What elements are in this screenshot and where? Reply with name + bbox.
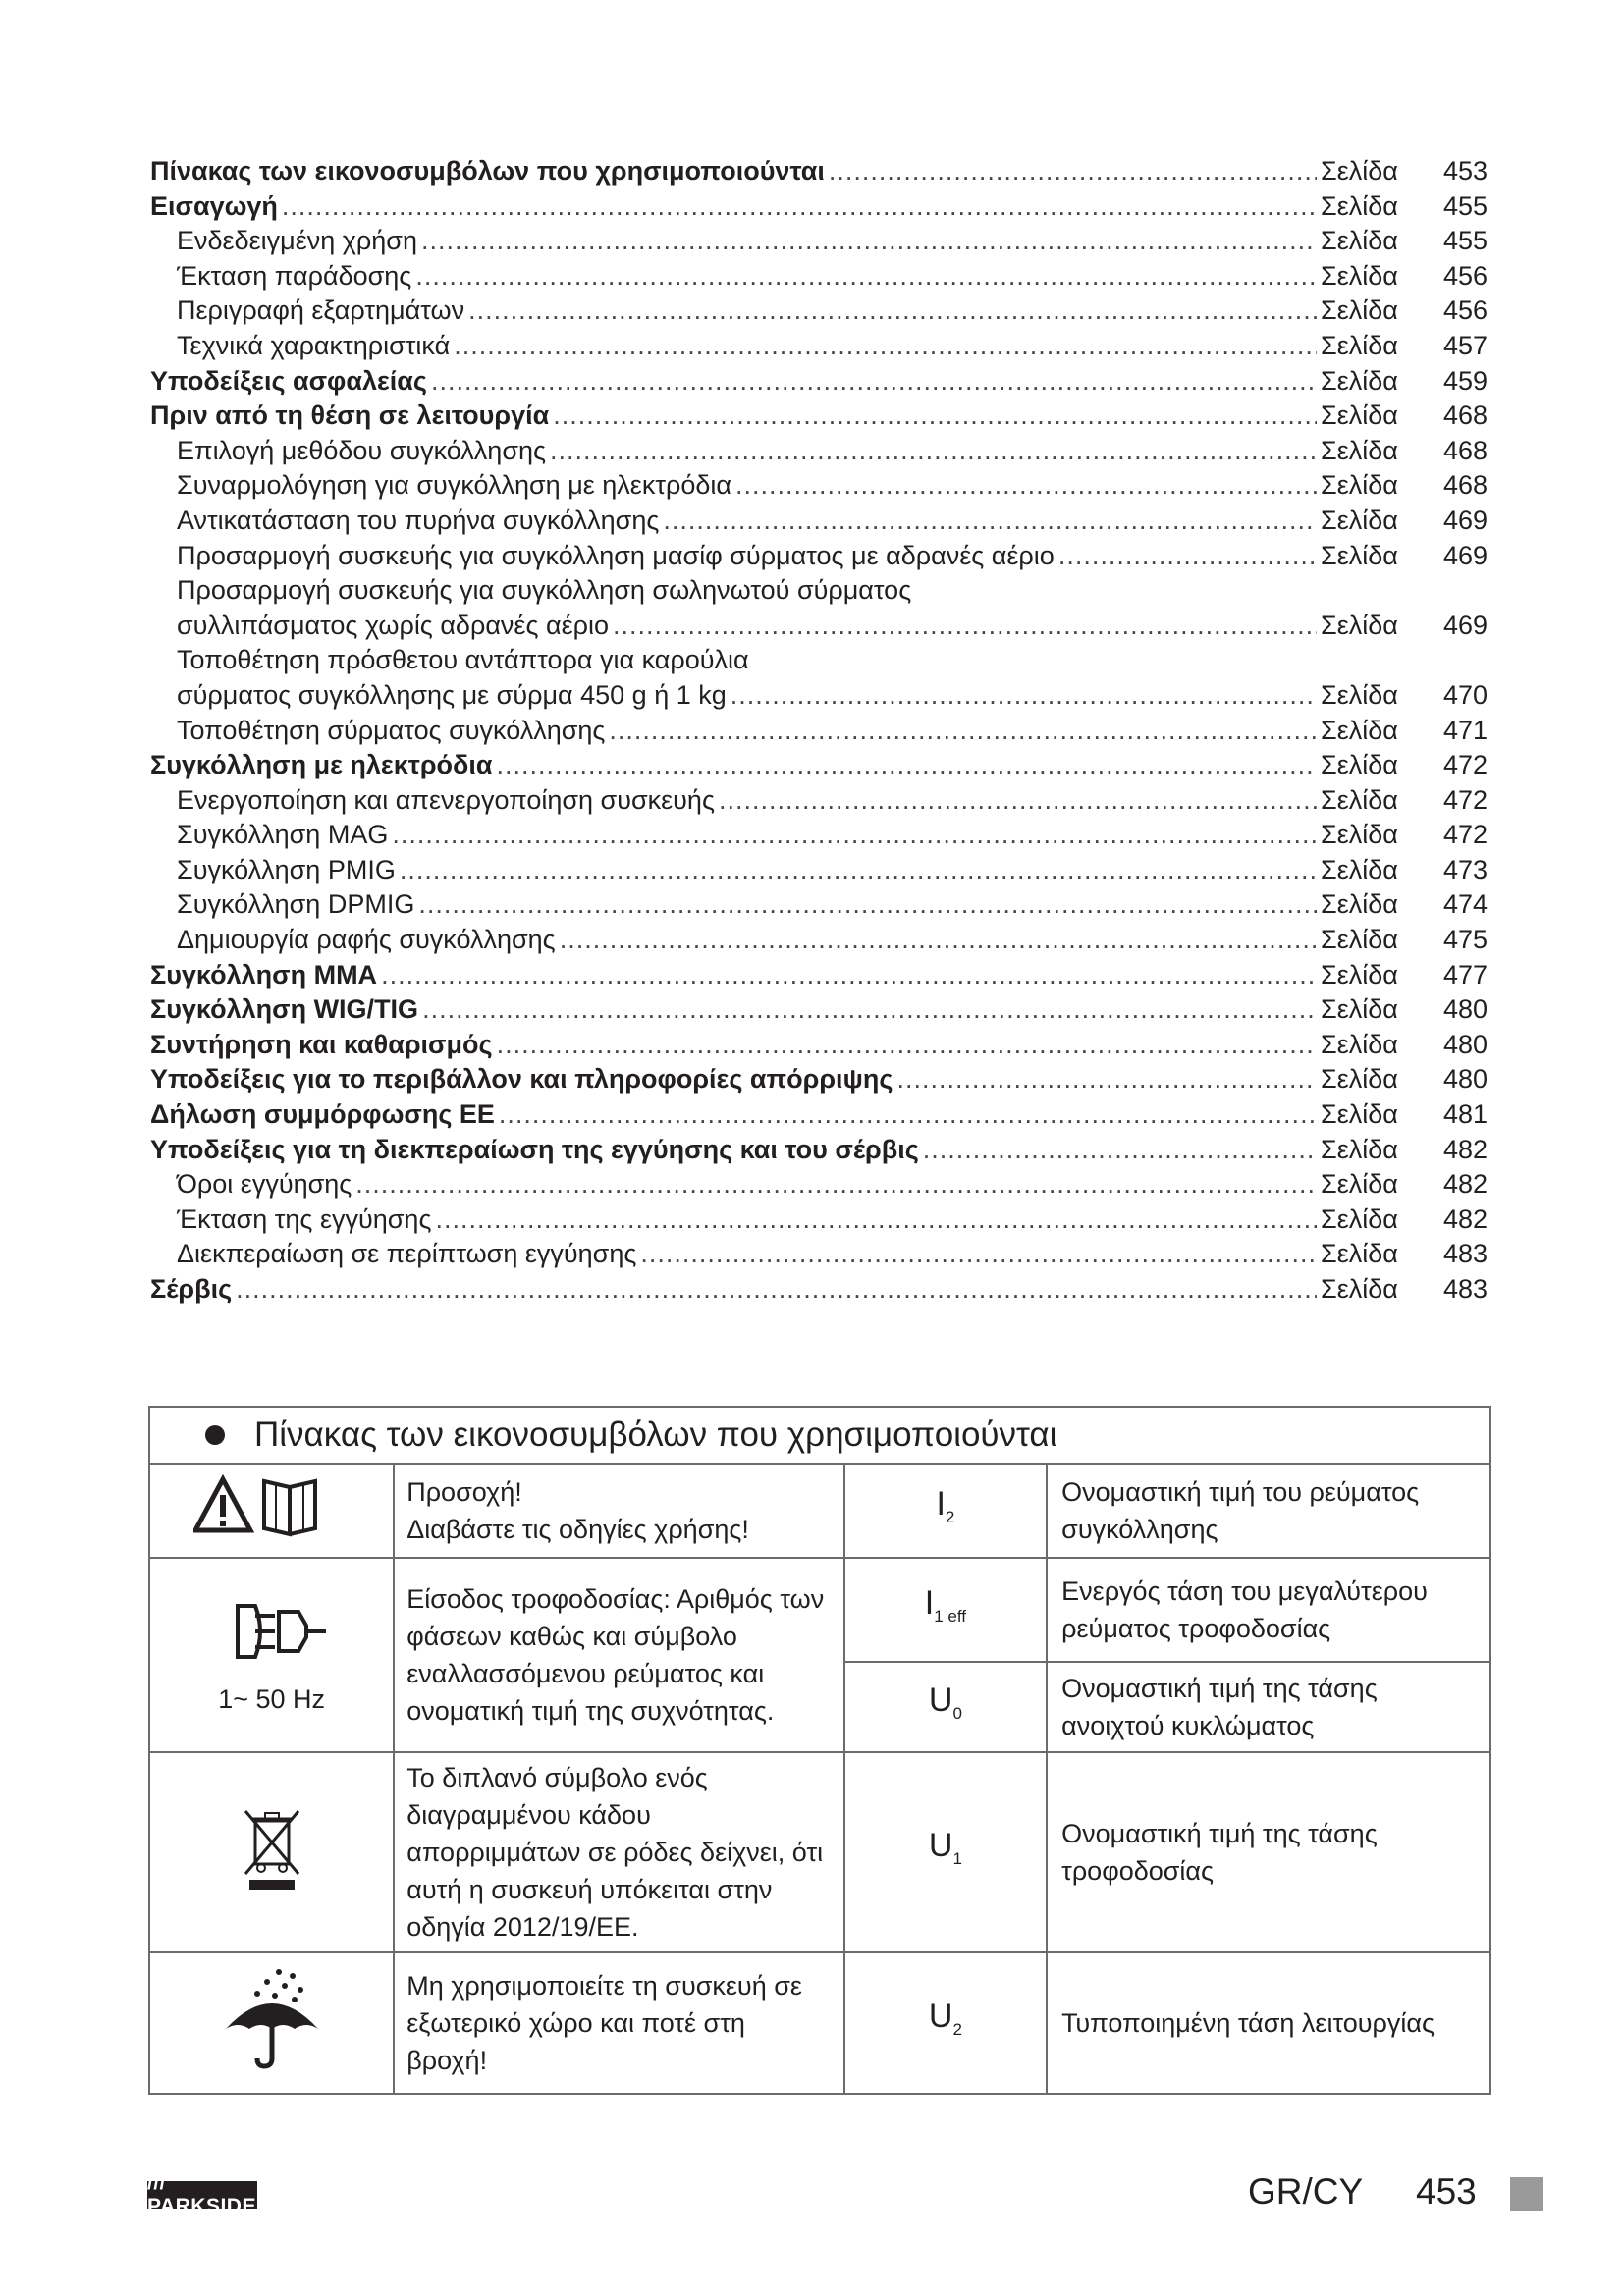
toc-leader-dots: [282, 189, 1317, 225]
toc-entry-page: [1321, 783, 1488, 819]
toc-page-number: 482: [1442, 1169, 1488, 1200]
toc-page-label: Σελίδα: [1321, 1029, 1398, 1059]
toc-entry: [150, 923, 1488, 958]
toc-entry: [150, 853, 1488, 888]
toc-entry-page: [1321, 887, 1488, 923]
toc-leader-dots: [735, 468, 1317, 504]
u0-main: U: [928, 1682, 953, 1720]
toc-entry: [150, 714, 1488, 749]
u2-sub: 2: [952, 2019, 962, 2039]
toc-entry-title: Ενδεδειγμένη χρήση: [177, 226, 417, 256]
toc-entry-title: Τοποθέτηση πρόσθετου αντάπτορα για καρούλια: [177, 645, 749, 675]
warning-manual-icon: [193, 1473, 351, 1538]
toc-entry-page: [1321, 923, 1488, 958]
toc-entry: [150, 1062, 1488, 1097]
toc-leader-dots: [422, 992, 1317, 1028]
toc-page-number: 457: [1442, 330, 1488, 360]
toc-page-number: 459: [1442, 365, 1488, 396]
toc-entry-page: [1321, 1202, 1488, 1238]
toc-entry-title: Δήλωση συμμόρφωσης ΕΕ: [150, 1099, 495, 1130]
i1eff-sub: 1 eff: [934, 1606, 967, 1626]
u1-main: U: [928, 1827, 953, 1865]
toc-leader-dots: [1058, 539, 1317, 574]
i1eff-explanation: Ενεργός τάση του μεγαλύτερου ρεύματος τροφοδοσίας: [1047, 1558, 1490, 1662]
u2-explanation: Τυποποιημένη τάση λειτουργίας: [1047, 1952, 1490, 2094]
toc-page-number: 468: [1442, 435, 1488, 465]
toc-leader-dots: [418, 887, 1317, 923]
toc-entry-page: [1321, 504, 1488, 539]
toc-leader-dots: [560, 923, 1317, 958]
toc-page-number: 480: [1442, 1064, 1488, 1095]
toc-entry-title: Διεκπεραίωση σε περίπτωση εγγύησης: [177, 1239, 637, 1269]
toc-leader-dots: [431, 364, 1317, 400]
toc-page-label: Σελίδα: [1321, 1274, 1398, 1304]
toc-leader-dots: [829, 154, 1317, 189]
toc-entry-page: [1321, 154, 1488, 189]
toc-leader-dots: [454, 329, 1317, 364]
toc-page-label: Σελίδα: [1321, 610, 1398, 640]
toc-page-label: Σελίδα: [1321, 226, 1398, 256]
toc-entry: [150, 1133, 1488, 1168]
toc-entry-page: [1321, 958, 1488, 993]
toc-entry-page: [1321, 399, 1488, 434]
toc-entry-page: [1321, 468, 1488, 504]
toc-page-label: Σελίδα: [1321, 889, 1398, 920]
toc-entry: [150, 1202, 1488, 1238]
toc-page-number: 472: [1442, 784, 1488, 815]
toc-entry-page: [1321, 224, 1488, 259]
toc-page-label: Σελίδα: [1321, 1064, 1398, 1095]
toc-entry-title: Αντικατάσταση του πυρήνα συγκόλλησης: [177, 505, 660, 535]
toc-leader-dots: [435, 1202, 1317, 1238]
toc-entry-title: Συναρμολόγηση για συγκόλληση με ηλεκτρόδια: [177, 470, 732, 501]
toc-entry: [150, 643, 1488, 678]
toc-page-number: 469: [1442, 610, 1488, 640]
toc-page-number: 456: [1442, 260, 1488, 291]
toc-page-number: 469: [1442, 505, 1488, 535]
u1-sub: 1: [952, 1848, 962, 1868]
toc-page-number: 470: [1442, 679, 1488, 710]
toc-entry-title: σύρματος συγκόλλησης με σύρμα 450 g ή 1 kg: [177, 679, 727, 710]
toc-entry-page: [1321, 329, 1488, 364]
toc-entry-page: [1321, 853, 1488, 888]
toc-leader-dots: [381, 958, 1317, 993]
toc-entry-title: Όροι εγγύησης: [177, 1169, 352, 1200]
toc-entry: [150, 329, 1488, 364]
symbol-u1: [844, 1752, 1047, 1952]
toc-page-number: 481: [1442, 1099, 1488, 1130]
mains-plug-icon-cell: [149, 1558, 394, 1752]
toc-entry-title: Υποδείξεις ασφαλείας: [150, 365, 427, 396]
toc-entry-page: [1321, 992, 1488, 1028]
toc-entry: [150, 468, 1488, 504]
toc-entry-title: Έκταση της εγγύησης: [177, 1203, 432, 1234]
toc-entry-title: Υποδείξεις για τη διεκπεραίωση της εγγύησης και του σέρβις: [150, 1134, 919, 1164]
toc-entry-page: [1321, 434, 1488, 469]
symbol-u0: [844, 1662, 1047, 1752]
toc-page-label: Σελίδα: [1321, 1099, 1398, 1130]
i1eff-main: I: [924, 1584, 935, 1623]
toc-leader-dots: [613, 609, 1317, 644]
i2-sub: 2: [945, 1507, 955, 1526]
toc-entry: [150, 294, 1488, 329]
toc-entry-page: [1321, 364, 1488, 400]
toc-page-number: 480: [1442, 994, 1488, 1025]
toc-page-label: Σελίδα: [1321, 820, 1398, 850]
toc-entry-title: Πριν από τη θέση σε λειτουργία: [150, 400, 550, 431]
toc-page-number: 471: [1442, 715, 1488, 745]
toc-leader-dots: [923, 1133, 1317, 1168]
toc-entry-page: [1321, 1237, 1488, 1272]
toc-page-label: Σελίδα: [1321, 1134, 1398, 1164]
toc-entry: [150, 1028, 1488, 1063]
toc-entry-page: [1321, 259, 1488, 294]
toc-page-number: 468: [1442, 470, 1488, 501]
toc-page-label: Σελίδα: [1321, 750, 1398, 780]
toc-entry-page: [1321, 678, 1488, 714]
symbols-table: [148, 1406, 1491, 2095]
toc-page-label: Σελίδα: [1321, 156, 1398, 186]
toc-entry-page: [1321, 714, 1488, 749]
toc-entry-title: Πίνακας των εικονοσυμβόλων που χρησιμοποιούνται: [150, 156, 825, 186]
toc-entry: [150, 573, 1488, 609]
toc-page-label: Σελίδα: [1321, 1203, 1398, 1234]
footer-marker: [1510, 2177, 1543, 2211]
toc-entry-title: Συγκόλληση WIG/TIG: [150, 994, 419, 1025]
toc-leader-dots: [497, 1028, 1317, 1063]
toc-page-number: 468: [1442, 400, 1488, 431]
toc-page-label: Σελίδα: [1321, 330, 1398, 360]
toc-leader-dots: [553, 399, 1317, 434]
toc-entry-title: Προσαρμογή συσκευής για συγκόλληση σωληνωτού σύρματος: [177, 575, 912, 606]
toc-page-number: 455: [1442, 226, 1488, 256]
toc-leader-dots: [550, 434, 1317, 469]
toc-page-number: 472: [1442, 750, 1488, 780]
toc-entry-title: Υποδείξεις για το περιβάλλον και πληροφορίες απόρριψης: [150, 1064, 893, 1095]
table-of-contents: [150, 154, 1488, 1308]
toc-page-number: 474: [1442, 889, 1488, 920]
toc-leader-dots: [392, 818, 1317, 853]
toc-page-label: Σελίδα: [1321, 854, 1398, 884]
toc-entry-title: Τοποθέτηση σύρματος συγκόλλησης: [177, 715, 606, 745]
toc-entry-title: Εισαγωγή: [150, 190, 278, 221]
u0-sub: 0: [952, 1703, 962, 1723]
i2-main: I: [936, 1485, 946, 1523]
toc-page-number: 477: [1442, 959, 1488, 989]
toc-page-number: 480: [1442, 1029, 1488, 1059]
rain-description: Μη χρησιμοποιείτε τη συσκευή σε εξωτερικό χώρο και ποτέ στη βροχή!: [394, 1952, 843, 2094]
warning-manual-icon-cell: [149, 1464, 394, 1558]
toc-entry-title: Έκταση παράδοσης: [177, 260, 412, 291]
toc-entry-title: Συγκόλληση DPMIG: [177, 889, 415, 920]
toc-page-label: Σελίδα: [1321, 260, 1398, 291]
toc-leader-dots: [609, 714, 1317, 749]
toc-entry: [150, 958, 1488, 993]
u0-explanation: Ονομαστική τιμή της τάσης ανοιχτού κυκλώματος: [1047, 1662, 1490, 1752]
toc-entry-page: [1321, 189, 1488, 225]
symbols-heading-text: Πίνακας των εικονοσυμβόλων που χρησιμοποιούνται: [254, 1415, 1057, 1454]
toc-page-number: 469: [1442, 540, 1488, 570]
toc-entry-title: Περιγραφή εξαρτημάτων: [177, 295, 465, 326]
toc-page-label: Σελίδα: [1321, 679, 1398, 710]
footer-page-number: 453: [1416, 2171, 1477, 2212]
toc-entry: [150, 434, 1488, 469]
toc-page-label: Σελίδα: [1321, 505, 1398, 535]
toc-entry-page: [1321, 1028, 1488, 1063]
no-rain-icon-cell: [149, 1952, 394, 2094]
toc-entry-title: Συγκόλληση PMIG: [177, 854, 396, 884]
toc-leader-dots: [400, 853, 1317, 888]
toc-entry: [150, 1097, 1488, 1133]
umbrella-rain-icon: [218, 1964, 326, 2072]
toc-leader-dots: [731, 678, 1317, 714]
toc-entry-title: Συγκόλληση με ηλεκτρόδια: [150, 750, 493, 780]
bullet-icon: [205, 1425, 225, 1445]
toc-page-number: 483: [1442, 1239, 1488, 1269]
toc-page-label: Σελίδα: [1321, 994, 1398, 1025]
toc-entry: [150, 887, 1488, 923]
toc-entry-title: Προσαρμογή συσκευής για συγκόλληση μασίφ σύρματος με αδρανές αέριο: [177, 540, 1055, 570]
toc-page-number: 482: [1442, 1203, 1488, 1234]
toc-entry-page: [1321, 294, 1488, 329]
toc-page-label: Σελίδα: [1321, 784, 1398, 815]
toc-page-label: Σελίδα: [1321, 365, 1398, 396]
toc-page-label: Σελίδα: [1321, 1169, 1398, 1200]
toc-entry: [150, 224, 1488, 259]
toc-page-number: 473: [1442, 854, 1488, 884]
warning-description: [394, 1464, 843, 1558]
toc-leader-dots: [499, 1097, 1317, 1133]
symbol-i2: [844, 1464, 1047, 1558]
toc-page-label: Σελίδα: [1321, 540, 1398, 570]
toc-entry: [150, 609, 1488, 644]
toc-page-label: Σελίδα: [1321, 435, 1398, 465]
toc-leader-dots: [236, 1272, 1317, 1308]
symbol-i1eff: [844, 1558, 1047, 1662]
toc-page-number: 483: [1442, 1274, 1488, 1304]
toc-leader-dots: [896, 1062, 1317, 1097]
toc-leader-dots: [719, 783, 1317, 819]
toc-entry-page: [1321, 1062, 1488, 1097]
toc-leader-dots: [640, 1237, 1317, 1272]
crossed-bin-icon-cell: [149, 1752, 394, 1952]
toc-entry: [150, 783, 1488, 819]
toc-entry: [150, 539, 1488, 574]
toc-entry-page: [1321, 818, 1488, 853]
toc-entry-page: [1321, 1133, 1488, 1168]
toc-leader-dots: [663, 504, 1317, 539]
symbols-table-heading: [149, 1407, 1490, 1464]
crossed-bin-icon: [238, 1803, 306, 1892]
toc-entry-title: Σέρβις: [150, 1274, 233, 1304]
mains-description: Είσοδος τροφοδοσίας: Αριθμός των φάσεων καθώς και σύμβολο εναλλασσόμενου ρεύματος και ονοματική τιμή της συχνότητας.: [394, 1558, 843, 1752]
toc-entry-title: Ενεργοποίηση και απενεργοποίηση συσκευής: [177, 784, 715, 815]
toc-entry: [150, 678, 1488, 714]
toc-leader-dots: [421, 224, 1317, 259]
toc-entry-page: [1321, 1097, 1488, 1133]
mains-plug-icon: [208, 1592, 336, 1671]
toc-page-number: 472: [1442, 820, 1488, 850]
toc-leader-dots: [415, 259, 1317, 294]
toc-entry: [150, 748, 1488, 783]
toc-entry-page: [1321, 539, 1488, 574]
toc-entry-title: Συντήρηση και καθαρισμός: [150, 1029, 493, 1059]
toc-entry: [150, 259, 1488, 294]
toc-page-label: Σελίδα: [1321, 295, 1398, 326]
toc-page-number: 455: [1442, 190, 1488, 221]
toc-entry-title: Τεχνικά χαρακτηριστικά: [177, 330, 451, 360]
toc-leader-dots: [497, 748, 1317, 783]
toc-entry-title: Συγκόλληση MMA: [150, 959, 378, 989]
toc-page-label: Σελίδα: [1321, 925, 1398, 955]
bin-description: Το διπλανό σύμβολο ενός διαγραμμένου κάδου απορριμμάτων σε ρόδες δείχνει, ότι αυτή η συσκευή υπόκειται στην οδηγία 2012/19/ΕΕ.: [394, 1752, 843, 1952]
u1-explanation: Ονομαστική τιμή της τάσης τροφοδοσίας: [1047, 1752, 1490, 1952]
toc-entry: [150, 818, 1488, 853]
toc-entry-page: [1321, 748, 1488, 783]
toc-page-number: 475: [1442, 925, 1488, 955]
toc-page-number: 453: [1442, 156, 1488, 186]
footer-language: GR/CY: [1248, 2171, 1364, 2212]
symbol-u2: [844, 1952, 1047, 2094]
toc-entry-title: Επιλογή μεθόδου συγκόλλησης: [177, 435, 547, 465]
mains-frequency-label: 1~ 50 Hz: [218, 1684, 326, 1714]
toc-entry: [150, 189, 1488, 225]
toc-page-label: Σελίδα: [1321, 190, 1398, 221]
toc-entry-page: [1321, 609, 1488, 644]
toc-page-number: 456: [1442, 295, 1488, 326]
i2-explanation: Ονομαστική τιμή του ρεύματος συγκόλλησης: [1047, 1464, 1490, 1558]
toc-page-label: Σελίδα: [1321, 1239, 1398, 1269]
toc-entry-page: [1321, 1167, 1488, 1202]
toc-entry-title: Συγκόλληση MAG: [177, 820, 389, 850]
parkside-logo: /// PARKSIDE: [147, 2171, 256, 2217]
toc-page-label: Σελίδα: [1321, 715, 1398, 745]
toc-page-label: Σελίδα: [1321, 470, 1398, 501]
toc-page-label: Σελίδα: [1321, 400, 1398, 431]
toc-entry: [150, 992, 1488, 1028]
toc-leader-dots: [355, 1167, 1317, 1202]
warning-subtitle: Διαβάστε τις οδηγίες χρήσης!: [406, 1515, 749, 1544]
toc-entry: [150, 504, 1488, 539]
toc-entry: [150, 1272, 1488, 1308]
toc-entry-title: Δημιουργία ραφής συγκόλλησης: [177, 925, 556, 955]
toc-leader-dots: [468, 294, 1317, 329]
toc-entry: [150, 154, 1488, 189]
warning-title: Προσοχή!: [406, 1477, 522, 1507]
toc-entry-page: [1321, 1272, 1488, 1308]
toc-page-number: 482: [1442, 1134, 1488, 1164]
toc-entry: [150, 1167, 1488, 1202]
u2-main: U: [928, 1998, 953, 2036]
toc-entry: [150, 399, 1488, 434]
toc-entry: [150, 364, 1488, 400]
toc-entry: [150, 1237, 1488, 1272]
toc-entry-title: συλλιπάσματος χωρίς αδρανές αέριο: [177, 610, 610, 640]
toc-page-label: Σελίδα: [1321, 959, 1398, 989]
